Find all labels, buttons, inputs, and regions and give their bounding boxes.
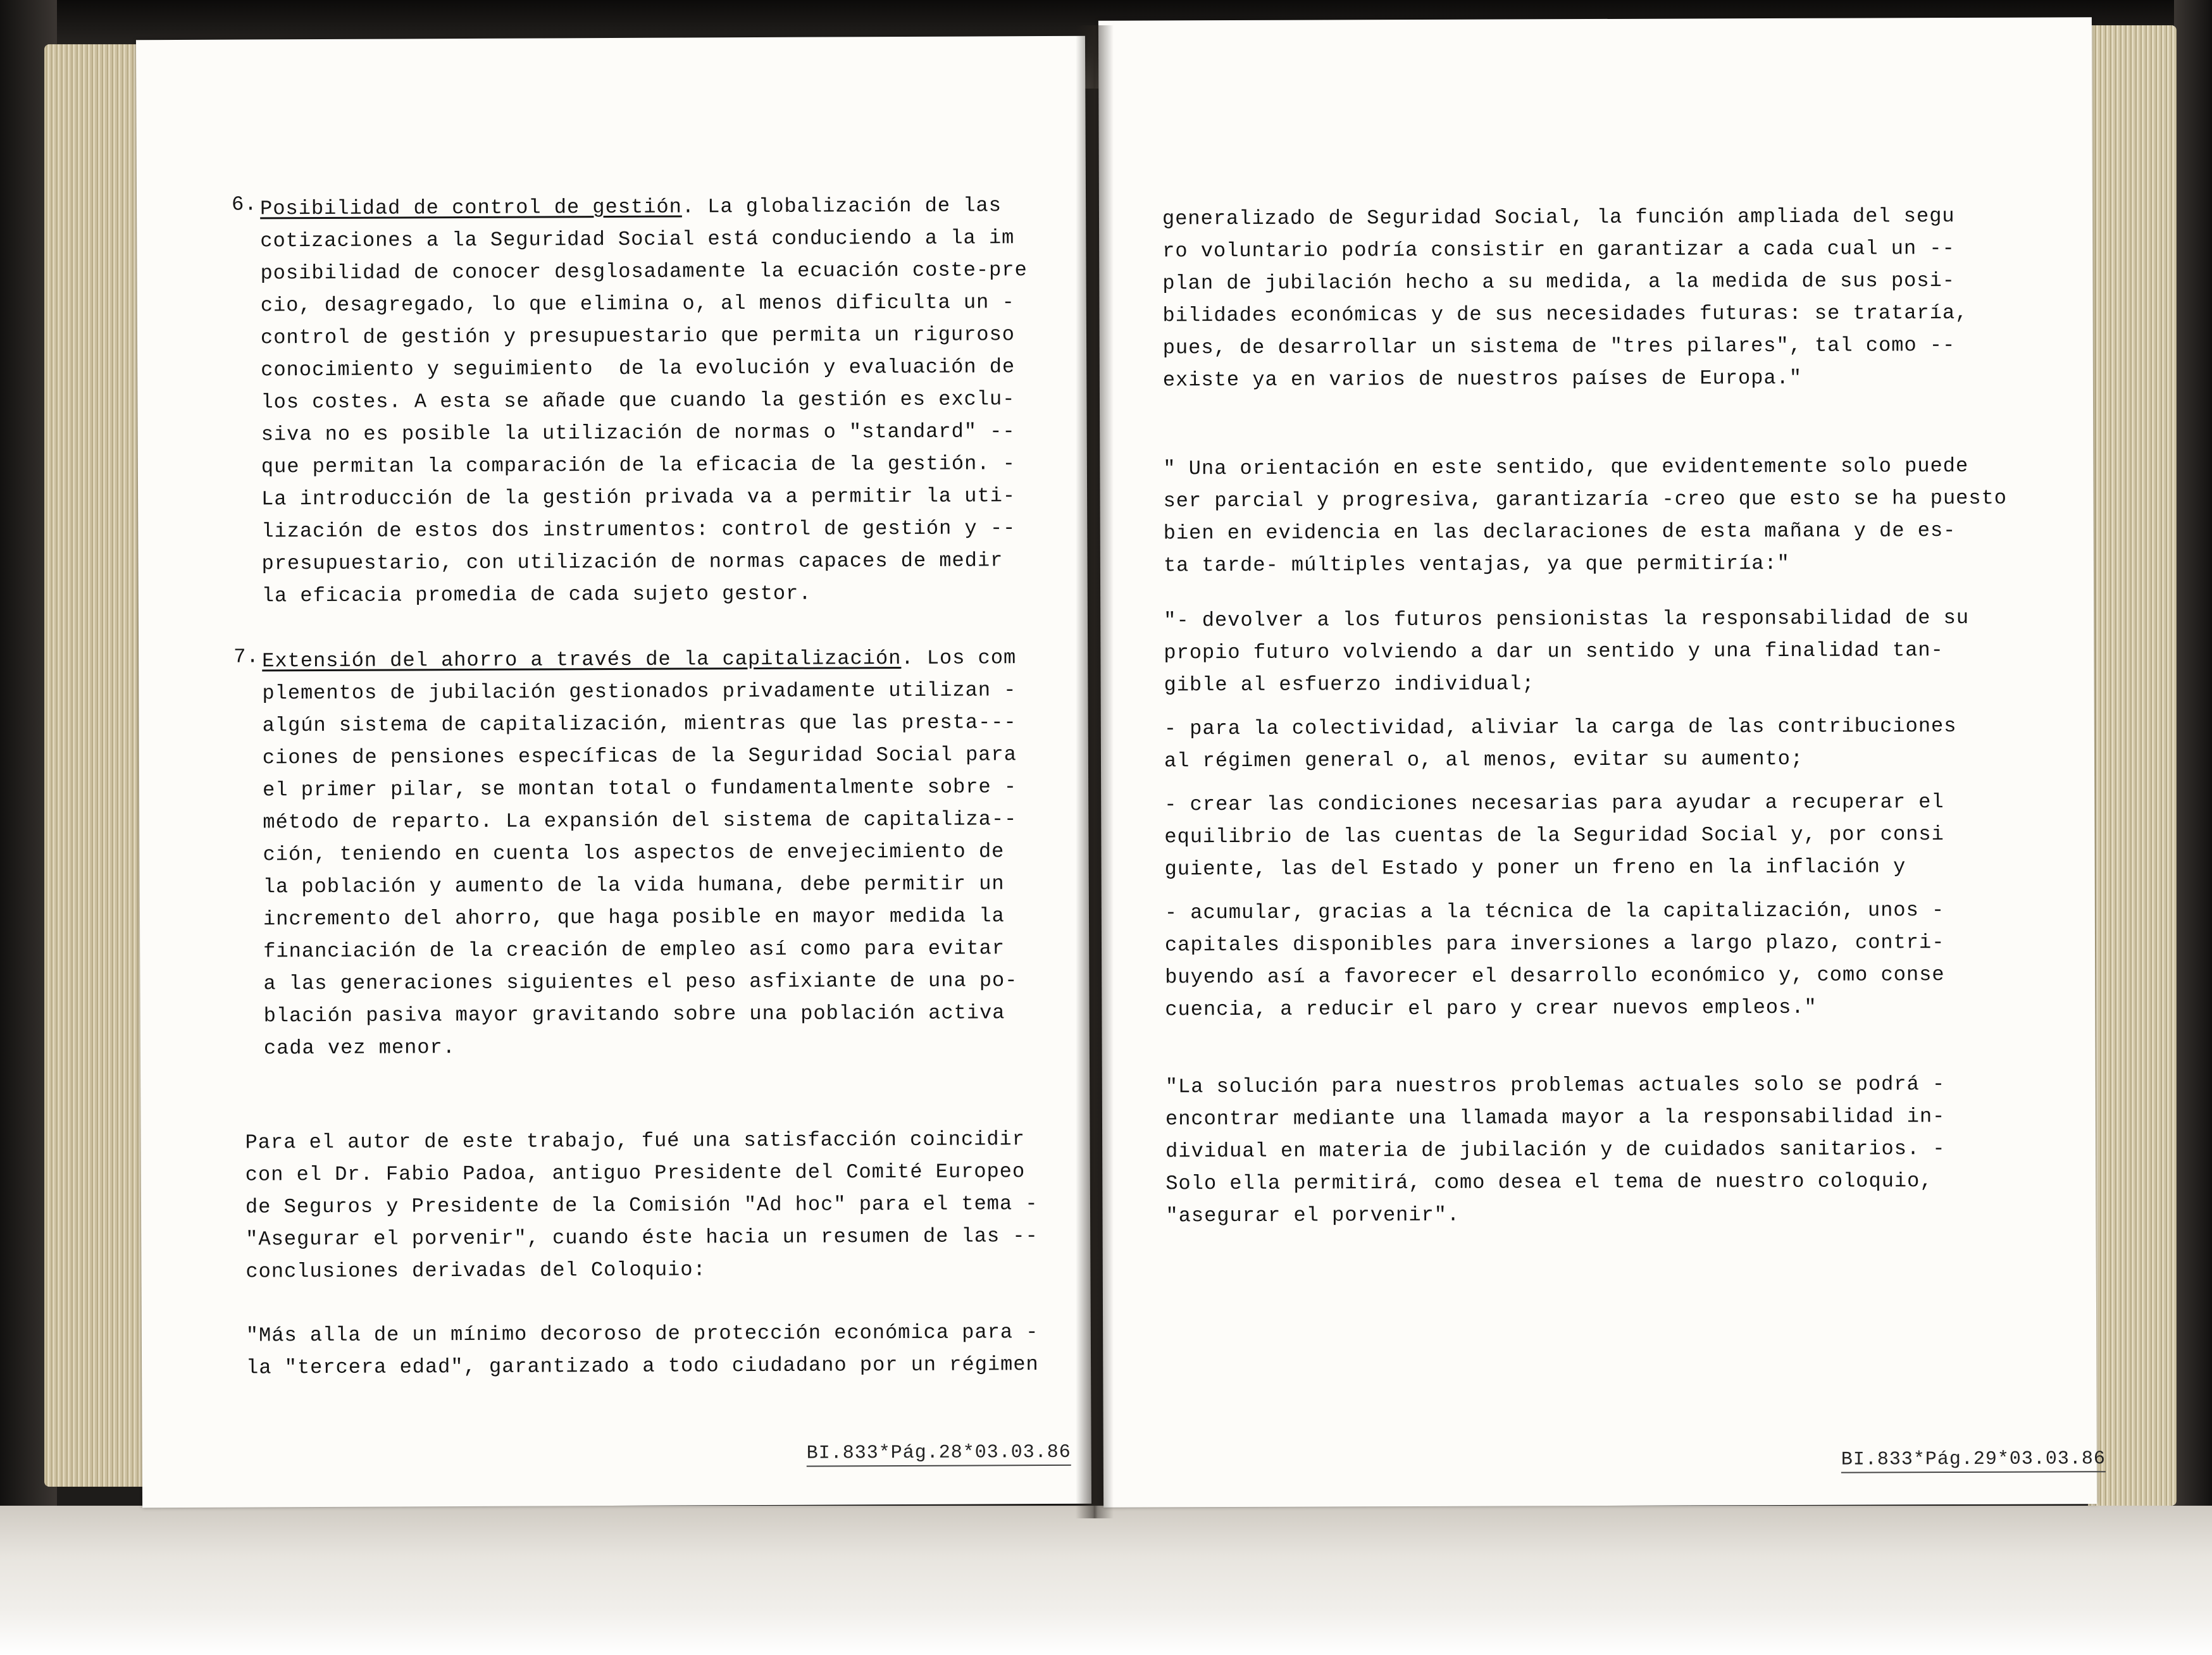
page-footer-right: BI.833*Pág.29*03.03.86: [1841, 1448, 2106, 1473]
section-7-line: ciones de pensiones específicas de la Seguridad Social para: [262, 743, 1017, 770]
list-item-line: al régimen general o, al menos, evitar su aumento;: [1164, 747, 1804, 773]
section-7-number: 7.: [233, 645, 259, 669]
paragraph-line: ro voluntario podría consistir en garantizar a cada cual un --: [1162, 237, 1955, 263]
advantages-list: [1164, 602, 1970, 1026]
paragraph-line: ser parcial y progresiva, garantizaría -creo que esto se ha puesto: [1163, 486, 2008, 513]
paragraph-line: Solo ella permitirá, como desea el tema de nuestro coloquio,: [1165, 1169, 1933, 1196]
list-item: [1164, 710, 1970, 777]
section-6-line: conocimiento y seguimiento de la evolución y evaluación de: [261, 355, 1016, 382]
section-7-line: la población y aumento de la vida humana, debe permitir un: [263, 872, 1005, 899]
list-item-line: equilibrio de las cuentas de la Seguridad Social y, por consi: [1164, 822, 1944, 849]
section-6-line: cio, desagregado, lo que elimina o, al menos dificulta un -: [260, 290, 1015, 318]
paragraph-line: "asegurar el porvenir".: [1165, 1203, 1460, 1228]
paragraph-line: plan de jubilación hecho a su medida, a la medida de sus posi-: [1162, 269, 1956, 295]
left-page: [136, 36, 1091, 1508]
section-6-line: control de gestión y presupuestario que permita un riguroso: [260, 323, 1016, 350]
section-6-line: siva no es posible la utilización de normas o "standard" --: [261, 419, 1016, 447]
list-item-line: - acumular, gracias a la técnica de la capitalización, unos -: [1164, 898, 1945, 925]
section-7-body: [262, 642, 1018, 1064]
paragraph-line: existe ya en varios de nuestros países de Europa.": [1162, 366, 1803, 392]
quote-line: "Más alla de un mínimo decoroso de protección económica para -: [245, 1320, 1039, 1348]
section-6-line: posibilidad de conocer desglosadamente la ecuación coste-pre: [260, 258, 1028, 285]
list-item-line: - crear las condiciones necesarias para ayudar a recuperar el: [1164, 790, 1944, 817]
section-7-line: algún sistema de capitalización, mientras que las presta---: [262, 710, 1017, 738]
list-item-line: buyendo así a favorecer el desarrollo económico y, como conse: [1165, 963, 1945, 989]
paragraph-line: dividual en materia de jubilación y de cuidados sanitarios. -: [1165, 1137, 1946, 1163]
section-7-line: blación pasiva mayor gravitando sobre una población activa: [263, 1001, 1005, 1028]
section-6-line: la eficacia promedia de cada sujeto gestor.: [261, 581, 812, 608]
section-7-line: a las generaciones siguientes el peso asfixiante de una po-: [263, 969, 1018, 996]
section-6-body: [260, 189, 1029, 612]
section-7-line: el primer pilar, se montan total o fundamentalmente sobre -: [263, 775, 1017, 802]
section-6: [232, 189, 1028, 612]
list-item-line: gible al esfuerzo individual;: [1164, 672, 1535, 697]
book-page-edges-right: [2088, 25, 2177, 1506]
quote-continuation: [1162, 200, 1968, 396]
paragraph-line: generalizado de Seguridad Social, la función ampliada del segu: [1162, 204, 1955, 231]
section-6-line: los costes. A esta se añade que cuando la gestión es exclu-: [261, 387, 1016, 414]
section-6-line: Posibilidad de control de gestión. La globalización de las: [260, 194, 1002, 221]
section-7-title: Extensión del ahorro a través de la capitalización: [262, 647, 902, 673]
section-6-line: lización de estos dos instrumentos: control de gestión y --: [261, 516, 1016, 543]
section-7-line: incremento del ahorro, que haga posible en mayor medida la: [263, 904, 1005, 931]
author-paragraph: [245, 1123, 1038, 1287]
section-7-line: plementos de jubilación gestionados privadamente utilizan -: [262, 678, 1017, 705]
paragraph-line: bilidades económicas y de sus necesidades futuras: se trataría,: [1162, 301, 1968, 328]
section-7-line: cada vez menor.: [263, 1036, 456, 1060]
book-page-edges-left: [44, 44, 152, 1487]
book-gutter: [1076, 25, 1114, 1518]
list-item-line: guiente, las del Estado y poner un freno en la inflación y: [1164, 855, 1906, 881]
section-6-line: cotizaciones a la Seguridad Social está conduciendo a la im: [260, 226, 1015, 253]
paragraph-line: pues, de desarrollar un sistema de "tres pilares", tal como --: [1162, 333, 1956, 360]
right-page: [1098, 17, 2106, 1507]
solution-paragraph: [1165, 1068, 1946, 1232]
section-7: [233, 642, 1018, 1064]
section-7-line: financiación de la creación de empleo así como para evitar: [263, 936, 1005, 964]
quote-line: la "tercera edad", garantizado a todo ciudadano por un régimen: [246, 1353, 1039, 1380]
section-6-number: 6.: [232, 192, 258, 216]
paragraph-line: de Seguros y Presidente de la Comisión "Ad hoc" para el tema -: [245, 1192, 1038, 1219]
section-6-line: presupuestario, con utilización de normas capaces de medir: [261, 549, 1003, 576]
orientation-paragraph: [1163, 450, 2007, 582]
list-item: [1165, 894, 1971, 1026]
list-item-line: - para la colectividad, aliviar la carga de las contribuciones: [1164, 714, 1957, 741]
section-7-line: método de reparto. La expansión del sistema de capitaliza--: [263, 807, 1017, 834]
section-6-title: Posibilidad de control de gestión: [260, 195, 682, 221]
list-item-line: propio futuro volviendo a dar un sentido y una finalidad tan-: [1164, 638, 1944, 665]
paragraph-line: encontrar mediante una llamada mayor a la responsabilidad in-: [1165, 1105, 1946, 1131]
list-item-line: "- devolver a los futuros pensionistas la responsabilidad de su: [1164, 605, 1970, 633]
section-6-line: que permitan la comparación de la eficacia de la gestión. -: [261, 452, 1016, 479]
paragraph-line: "La solución para nuestros problemas actuales solo se podrá -: [1165, 1072, 1946, 1099]
paragraph-line: "Asegurar el porvenir", cuando éste hacia un resumen de las --: [245, 1224, 1038, 1251]
page-footer-left: BI.833*Pág.28*03.03.86: [807, 1442, 1071, 1467]
paragraph-line: bien en evidencia en las declaraciones de esta mañana y de es-: [1163, 519, 1956, 545]
list-item-line: cuencia, a reducir el paro y crear nuevos empleos.": [1165, 995, 1817, 1022]
section-7-line: Extensión del ahorro a través de la capitalización. Los com: [262, 646, 1017, 673]
list-item: [1164, 602, 1969, 701]
paragraph-line: conclusiones derivadas del Coloquio:: [245, 1258, 706, 1284]
list-item: [1164, 786, 1970, 885]
paragraph-line: Para el autor de este trabajo, fué una satisfacción coincidir: [245, 1127, 1026, 1155]
scan-background-right: [2174, 0, 2212, 1655]
paragraph-line: con el Dr. Fabio Padoa, antiguo Presidente del Comité Europeo: [245, 1160, 1026, 1187]
scan-background-bottom: [0, 1506, 2212, 1655]
section-7-line: ción, teniendo en cuenta los aspectos de envejecimiento de: [263, 840, 1005, 867]
section-6-line: La introducción de la gestión privada va a permitir la uti-: [261, 484, 1016, 511]
paragraph-line: " Una orientación en este sentido, que evidentemente solo puede: [1163, 454, 1969, 481]
list-item-line: capitales disponibles para inversiones a largo plazo, contri-: [1164, 931, 1945, 957]
paragraph-line: ta tarde- múltiples ventajas, ya que permitiría:": [1163, 551, 1790, 578]
quote-start: [246, 1316, 1039, 1384]
